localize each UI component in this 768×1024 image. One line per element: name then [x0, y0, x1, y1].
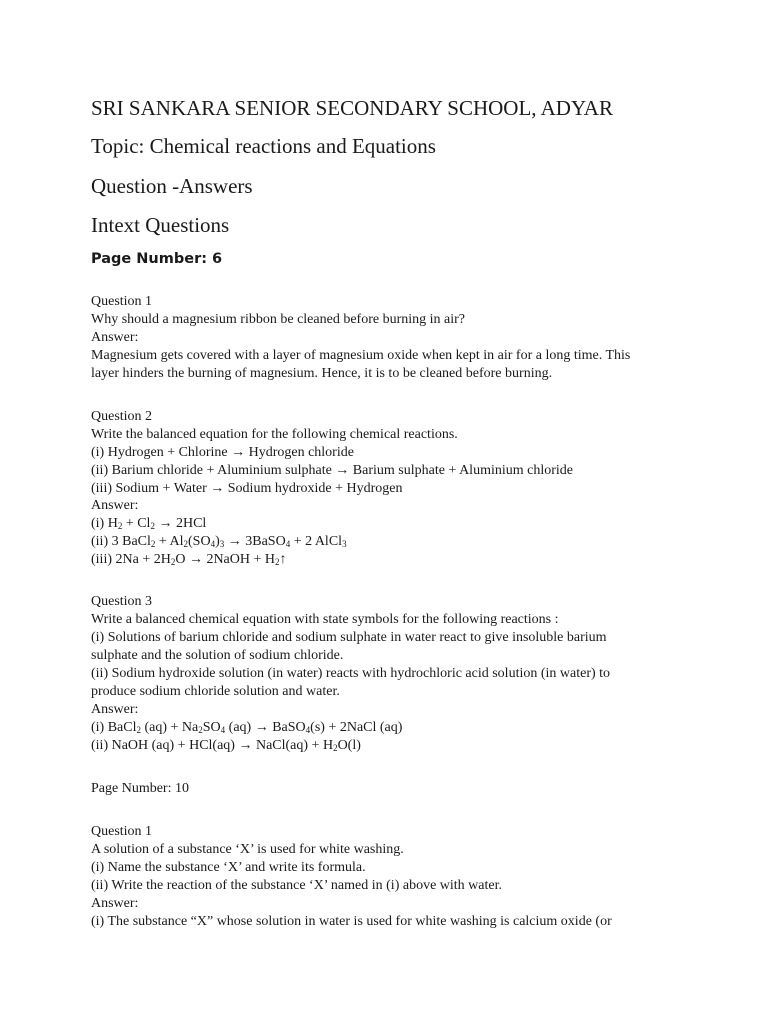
question-label: Question 2: [91, 409, 153, 424]
answer-label: Answer:: [91, 896, 139, 911]
question-item: (ii) Barium chloride + Aluminium sulphate → Barium sulphate + Aluminium chloride: [91, 463, 574, 478]
equation: (i) BaCl$_2$ $(aq) + Na_2SO_4$ (aq) → BaSO$_4$(s) + 2NaCl (aq): [91, 720, 403, 735]
equation: (i) $H_2 + Cl_2 \to 2HCl$: [91, 516, 207, 531]
page-number-label: Page Number: 10: [91, 781, 189, 796]
answer-text: layer hinders the burning of magnesium. Hence, it is to be cleaned before burning.: [91, 366, 553, 381]
question-item: (i) Solutions of barium chloride and sodium sulphate in water react to give insoluble barium: [91, 630, 607, 645]
question-item: (ii) Write the reaction of the substance ‘X’ named in (i) above with water.: [91, 878, 502, 893]
topic-heading: Topic: Chemical reactions and Equations: [91, 134, 436, 158]
doc-type-heading: Question -Answers: [91, 174, 253, 198]
equation: (ii) 3 BaCl$_2$ + $Al_2(SO_4)_3$ → 3BaSO$_4$ + 2 AlCl$_3$: [91, 534, 347, 549]
question-text: A solution of a substance ‘X’ is used for white washing.: [91, 842, 404, 857]
question-item: (i) Hydrogen + Chlorine → Hydrogen chloride: [91, 445, 354, 460]
question-text: Write a balanced chemical equation with state symbols for the following reactions :: [91, 612, 559, 627]
question-label: Question 1: [91, 824, 153, 839]
question-item: produce sodium chloride solution and water.: [91, 684, 340, 699]
question-label: Question 3: [91, 594, 153, 609]
school-title: SRI SANKARA SENIOR SECONDARY SCHOOL, ADYAR: [91, 96, 613, 120]
question-item: sulphate and the solution of sodium chloride.: [91, 648, 344, 663]
answer-label: Answer:: [91, 498, 139, 513]
answer-text: (i) The substance “X” whose solution in water is used for white washing is calcium oxide (or: [91, 914, 612, 929]
equation: (ii) NaOH (aq) + HCl(aq) → NaCl(aq) + $H_2O(l)$: [91, 738, 361, 753]
equation: (iii) $2Na + 2H_2O$ → 2NaOH + $H_2↑$: [91, 552, 287, 567]
question-item: (i) Name the substance ‘X’ and write its formula.: [91, 860, 366, 875]
page-number-heading: Page Number: 6: [91, 251, 223, 267]
section-heading: Intext Questions: [91, 213, 230, 237]
question-text: Why should a magnesium ribbon be cleaned before burning in air?: [91, 312, 465, 327]
answer-label: Answer:: [91, 330, 139, 345]
question-item: (ii) Sodium hydroxide solution (in water) reacts with hydrochloric acid solution (in water) to: [91, 666, 611, 681]
question-item: (iii) Sodium + Water → Sodium hydroxide + Hydrogen: [91, 481, 403, 496]
answer-text: Magnesium gets covered with a layer of magnesium oxide when kept in air for a long time. This: [91, 348, 631, 363]
question-text: Write the balanced equation for the following chemical reactions.: [91, 427, 458, 442]
question-label: Question 1: [91, 294, 153, 309]
answer-label: Answer:: [91, 702, 139, 717]
